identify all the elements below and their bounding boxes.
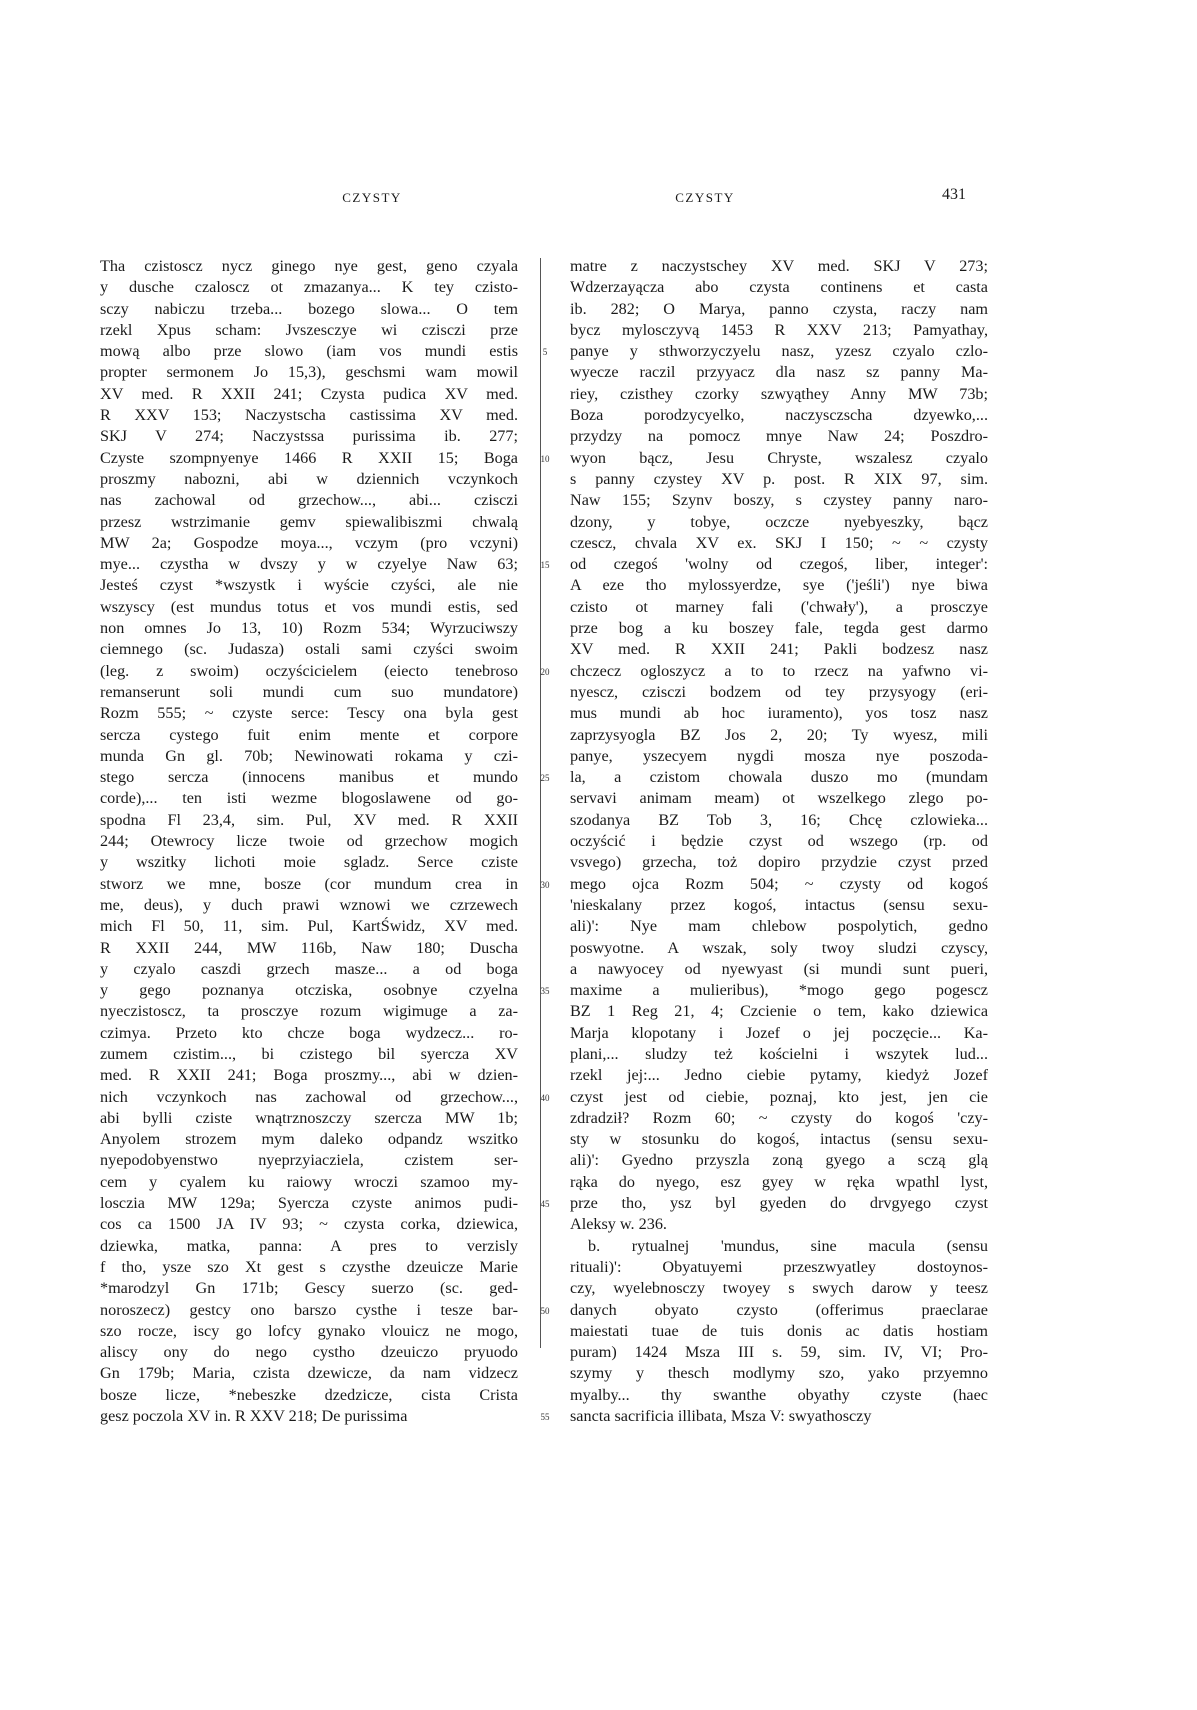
- text-line: nas zachowal od grzechow..., abi... czisczi: [100, 491, 518, 510]
- text-line: 'nieskalany przez kogoś, intactus (sensu sexu-: [570, 895, 988, 914]
- text-line: poswyotne. A wszak, soly twoy sludzi czyscy,: [570, 938, 988, 957]
- line-number: 45: [540, 1199, 550, 1210]
- text-line: corde),... ten isti wezme blogoslawene od go-: [100, 789, 518, 808]
- text-line: sancta sacrificia illibata, Msza V: swyathosczy: [570, 1407, 872, 1426]
- text-line: A eze tho mylossyerdze, sye ('jeśli') nye biwa: [570, 576, 988, 595]
- text-line: myalby... thy swanthe obyathy czyste (haec: [570, 1385, 988, 1404]
- text-line: nyeczistoscz, ta prosczye rozum wigimuge a za-: [100, 1002, 518, 1021]
- text-line: nyepodobyenstwo nyeprzyiacziela, czistem ser-: [100, 1151, 518, 1170]
- text-line: ciemnego (sc. Judasza) ostali sami czyści swoim: [100, 640, 518, 659]
- text-line: munda Gn gl. 70b; Newinowati rokama y czi-: [100, 746, 518, 765]
- text-line: danych obyato czysto (offerimus praeclarae: [570, 1300, 988, 1319]
- text-line: sty w stosunku do kogoś, intactus (sensu sexu-: [570, 1130, 988, 1149]
- text-line: rąka do nyego, esz gyey w ręka wpathl lyst,: [570, 1172, 988, 1191]
- text-line: prze tho, ysz byl gyeden do drvgyego czyst: [570, 1194, 988, 1213]
- text-line: dziewka, matka, panna: A pres to verzisly: [100, 1236, 518, 1255]
- text-line: y gego poznanya otcziska, osobnye czyelna: [100, 981, 518, 1000]
- text-line: proszmy nabozni, abi w dziennich vczynkoch: [100, 469, 518, 488]
- text-line: bosze licze, *nebeszke dzedzicze, cista Crista: [100, 1385, 518, 1404]
- text-line: prze bog a ku boszey fale, tegda gest darmo: [570, 619, 988, 638]
- text-line: y czyalo caszdi grzech masze... a od boga: [100, 959, 518, 978]
- text-line: Tha czistoscz nycz ginego nye gest, geno czyala: [100, 257, 518, 275]
- text-line: Wdzerzayącza abo czysta continens et casta: [570, 278, 988, 297]
- text-line: riey, czisthey czorky szwyąthey Anny MW 73b;: [570, 384, 988, 403]
- text-line: Aleksy w. 236.: [570, 1215, 667, 1234]
- text-line: abi bylli cziste wnątrznoszczy szercza MW 1b;: [100, 1108, 518, 1127]
- text-line: cem y cyalem ku raiowy wroczi szamoo my-: [100, 1172, 518, 1191]
- text-line: maxime a mulieribus), *mogo gego pogescz: [570, 981, 988, 1000]
- text-line: ali)': Nye mam chlebow pospolytich, gedno: [570, 917, 988, 936]
- text-line: puram) 1424 Msza III s. 59, sim. IV, VI; Pro-: [570, 1343, 988, 1362]
- text-line: rituali)': Obyatuyemi przeszwyatley dostoynos-: [570, 1257, 988, 1276]
- line-number: 20: [540, 666, 550, 677]
- text-line: remanserunt soli mundi cum suo mundatore): [100, 682, 518, 701]
- text-line: czimya. Przeto kto chcze boga wydzecz... ro-: [100, 1023, 518, 1042]
- text-line: gesz poczola XV in. R XXV 218; De purissima: [100, 1407, 408, 1426]
- text-line: s panny czystey XV p. post. R XIX 97, sim.: [570, 469, 988, 488]
- text-line: propter sermonem Jo 15,3), geschsmi wam mowil: [100, 363, 518, 382]
- text-line: med. R XXII 241; Boga proszmy..., abi w dzien-: [100, 1066, 518, 1085]
- text-line: f tho, ysze szo Xt gest s czysthe dzeuicze Marie: [100, 1257, 518, 1276]
- text-line: oczyścić i będzie czyst od wszego (rp. od: [570, 832, 988, 851]
- text-line: mego ojca Rozm 504; ~ czysty od kogoś: [570, 874, 988, 893]
- text-line: y dusche czaloscz ot zmazanya... K tey czisto-: [100, 278, 518, 297]
- text-line: Jesteś czyst *wszystk i wyście czyści, ale nie: [100, 576, 518, 595]
- page-number: 431: [942, 186, 966, 203]
- line-number: 50: [540, 1305, 550, 1316]
- text-line: BZ 1 Reg 21, 4; Czcienie o tem, kako dziewica: [570, 1002, 988, 1021]
- text-line: stego sercza (innocens manibus et mundo: [100, 768, 518, 787]
- right-column: [570, 256, 988, 1427]
- text-line: cos ca 1500 JA IV 93; ~ czysta corka, dziewica,: [100, 1215, 518, 1234]
- text-line: Anyolem strozem mym daleko odpandz wszitko: [100, 1130, 518, 1149]
- running-head-right: CZYSTY: [675, 190, 735, 205]
- text-line: od czegoś 'wolny od czegoś, liber, integer':: [570, 555, 988, 574]
- text-line: nyescz, czisczi bodzem od tey przysyogy (eri-: [570, 682, 988, 701]
- text-line: *marodzyl Gn 171b; Gescy suerzo (sc. ged-: [100, 1279, 518, 1298]
- text-line: noroszecz) gestcy ono barszo cysthe i tesze bar-: [100, 1300, 518, 1319]
- text-line: mową albo prze slowo (iam vos mundi estis: [100, 342, 518, 361]
- text-line: Marja klopotany i Jozef o jej poczęcie... Ka-: [570, 1023, 988, 1042]
- text-line: Gn 179b; Maria, czista dzewicze, da nam vidzecz: [100, 1364, 518, 1383]
- text-line: matre z naczystschey XV med. SKJ V 273;: [570, 257, 988, 275]
- text-line: bycz mylosczyvą 1453 R XXV 213; Pamyathay,: [570, 320, 988, 339]
- left-column: [100, 256, 518, 1427]
- text-line: Boza porodzycyelko, naczysczscha dzyewko,...: [570, 406, 988, 425]
- text-line: chczecz ogloszycz a to to rzecz na yafwno vi-: [570, 661, 988, 680]
- text-line: losczia MW 129a; Syercza czyste animos pudi-: [100, 1194, 518, 1213]
- text-line: SKJ V 274; Naczystssa purissima ib. 277;: [100, 427, 518, 446]
- text-line: szodanya BZ Tob 3, 16; Chcę czlowieka...: [570, 810, 988, 829]
- text-line: rzekl Xpus scham: Jvszesczye wi czisczi prze: [100, 320, 518, 339]
- text-line: zumem czistim..., bi czistego bil syercza XV: [100, 1044, 518, 1063]
- text-line: (leg. z swoim) oczyścicielem (eiecto tenebroso: [100, 661, 518, 680]
- text-line: wyecze raczil przyyacz dla nasz sz panny Ma-: [570, 363, 988, 382]
- text-line: mus mundi ab hoc iuramento), yos tosz nasz: [570, 704, 988, 723]
- text-line: XV med. R XXII 241; Czysta pudica XV med.: [100, 384, 518, 403]
- text-line: me, deus), y duch prawi wznowi we czrzewech: [100, 895, 518, 914]
- text-line: Czyste szompnyenye 1466 R XXII 15; Boga: [100, 448, 518, 467]
- text-line: panye y sthworzyczyelu nasz, yzesz czyalo czlo-: [570, 342, 988, 361]
- text-line: plani,... sludzy też kościelni i wszytek lud...: [570, 1044, 988, 1063]
- text-line: czy, wyelebnosczy twoyey s swych darow y teesz: [570, 1279, 988, 1298]
- line-number: 10: [540, 453, 550, 464]
- text-line: nich vczynkoch nas zachowal od grzechow...,: [100, 1087, 518, 1106]
- text-line: Rozm 555; ~ czyste serce: Tescy ona byla gest: [100, 704, 518, 723]
- text-line: czisto ot marney fali ('chwały'), a prosczye: [570, 597, 988, 616]
- line-number: 40: [540, 1092, 550, 1103]
- text-line: maiestati tuae de tuis donis ac datis hostiam: [570, 1321, 988, 1340]
- line-number: 35: [540, 986, 550, 997]
- text-line: XV med. R XXII 241; Pakli bodzesz nasz: [570, 640, 988, 659]
- text-line: servavi animam meam) ot wszelkego zlego po-: [570, 789, 988, 808]
- text-line: non omnes Jo 13, 10) Rozm 534; Wyrzuciwszy: [100, 619, 518, 638]
- line-number: 55: [540, 1412, 550, 1423]
- text-line: zaprzysyogla BZ Jos 2, 20; Ty wyesz, mili: [570, 725, 988, 744]
- text-line: dzony, y tobye, oczcze nyebyeszky, bącz: [570, 512, 988, 531]
- text-line: ib. 282; O Marya, panno czysta, raczy nam: [570, 299, 988, 318]
- text-line: stworz we mne, bosze (cor mundum crea in: [100, 874, 518, 893]
- text-line: Naw 155; Szynv boszy, s czystey panny naro-: [570, 491, 988, 510]
- text-line: a nawyocey od nyewyast (si mundi sunt pueri,: [570, 959, 988, 978]
- line-number: 30: [540, 879, 550, 890]
- text-line: spodna Fl 23,4, sim. Pul, XV med. R XXII: [100, 810, 518, 829]
- text-line: wyon bącz, Jesu Chryste, wszalesz czyalo: [570, 448, 988, 467]
- text-line: R XXV 153; Naczystscha castissima XV med.: [100, 406, 518, 425]
- line-number: 15: [540, 560, 550, 571]
- text-line: 244; Otewrocy licze twoie od grzechow mogich: [100, 832, 518, 851]
- line-number: 5: [542, 347, 548, 358]
- text-line: mich Fl 50, 11, sim. Pul, KartŚwidz, XV med.: [100, 917, 518, 936]
- text-line: vsvego) grzecha, toż dopiro przydzie czyst przed: [570, 853, 988, 872]
- text-line: sercza cystego fuit enim mente et corpore: [100, 725, 518, 744]
- text-line: rzekl jej:... Jedno ciebie pytamy, kiedyż Jozef: [570, 1066, 988, 1085]
- running-head-left: CZYSTY: [342, 190, 402, 205]
- text-line: la, a czistom chowala duszo mo (mundam: [570, 768, 988, 787]
- text-line: sczy nabiczu trzeba... bozego slowa... O tem: [100, 299, 518, 318]
- text-line: ali)': Gyedno przyszla zoną gyego a sczą glą: [570, 1151, 988, 1170]
- text-line: panye, yszecyem nygdi mosza nye poszoda-: [570, 746, 988, 765]
- text-line: zdradził? Rozm 60; ~ czysty do kogoś 'czy-: [570, 1108, 988, 1127]
- text-line: R XXII 244, MW 116b, Naw 180; Duscha: [100, 938, 518, 957]
- text-line: przydzy na pomocz mnye Naw 24; Poszdro-: [570, 427, 988, 446]
- text-line: wszyscy (est mundus totus et vos mundi estis, sed: [100, 597, 518, 616]
- text-line: MW 2a; Gospodze moya..., vczym (pro vczyni): [100, 533, 518, 552]
- column-divider: [540, 258, 541, 1348]
- text-line: aliscy ony do nego cystho dzeuiczo pryuodo: [100, 1343, 518, 1362]
- text-line: mye... czystha w dvszy y w czyelye Naw 63;: [100, 555, 518, 574]
- text-line: czescz, chvala XV ex. SKJ I 150; ~ ~ czysty: [570, 533, 988, 552]
- text-line: szymy y thesch modlymy szo, yako przyemno: [570, 1364, 988, 1383]
- text-line: szo rocze, iscy go lofcy gynako vlouicz ne mogo,: [100, 1321, 518, 1340]
- text-line: przesz wstrzimanie gemv spiewalibiszmi chwalą: [100, 512, 518, 531]
- line-number: 25: [540, 773, 550, 784]
- text-line: b. rytualnej 'mundus, sine macula (sensu: [588, 1236, 988, 1255]
- text-line: czyst jest od ciebie, poznaj, kto jest, jen cie: [570, 1087, 988, 1106]
- text-line: y wszitky lichoti moie sgladz. Serce cziste: [100, 853, 518, 872]
